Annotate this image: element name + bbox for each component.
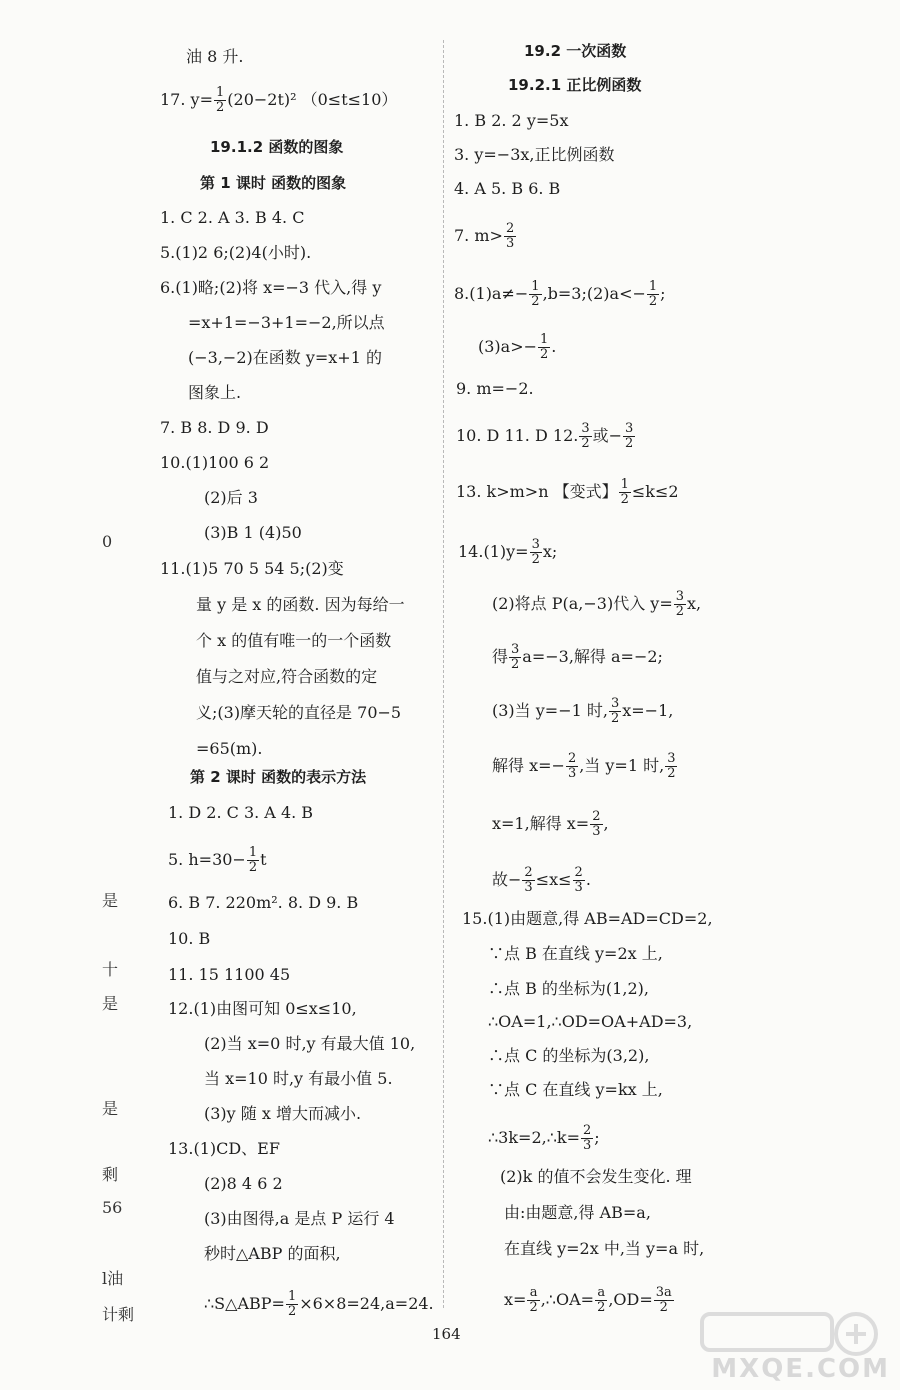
text: x; [542, 542, 558, 561]
text: . [551, 337, 557, 356]
answer-line: 1. B 2. 2 y=5x [454, 111, 569, 130]
answer-line [492, 866, 591, 895]
fraction: $\frac{1}{2}$ [287, 1289, 297, 1319]
fraction: $\frac{1}{2}$ [648, 279, 658, 309]
answer-line: 10.(1)100 6 2 [160, 453, 270, 472]
text: 17. y= [160, 90, 213, 109]
text: x=−1, [622, 701, 674, 720]
fraction: $\frac{2}{3}$ [592, 809, 601, 839]
answer-line [492, 810, 609, 839]
text: , [603, 814, 609, 833]
answer-line [492, 752, 678, 781]
edge-text: 剩 [102, 1165, 119, 1184]
text: ∴S△ABP= [204, 1294, 285, 1313]
text: t [260, 850, 267, 869]
edge-text: 是 [102, 1099, 119, 1118]
fraction: $\frac{3}{2}$ [581, 421, 590, 451]
text: ≤x≤ [535, 870, 572, 889]
answer-line: ∴点 C 的坐标为(3,2), [488, 1046, 650, 1065]
fraction: $\frac{3}{2}$ [667, 751, 676, 781]
text: 8.(1)a≠− [454, 284, 529, 303]
answer-line: ∴点 B 的坐标为(1,2), [488, 979, 649, 998]
text: ; [660, 284, 666, 303]
lesson-heading: 第 1 课时 函数的图象 [200, 174, 347, 192]
answer-line: 9. m=−2. [456, 379, 534, 398]
answer-line: 义;(3)摩天轮的直径是 70−5 [196, 703, 402, 722]
text: 或− [592, 426, 623, 445]
answer-line: 当 x=10 时,y 有最小值 5. [204, 1069, 393, 1088]
fraction: $\frac{1}{2}$ [531, 279, 540, 309]
section-heading: 19.2 一次函数 [524, 42, 627, 60]
text: ∴3k=2,∴k= [488, 1128, 581, 1147]
answer-line: 7. B 8. D 9. D [160, 418, 269, 437]
text: (3)当 y=−1 时, [492, 701, 608, 720]
text: 5. h=30− [168, 850, 246, 869]
edge-text: 56 [102, 1198, 123, 1217]
answer-line: (3)y 随 x 增大而减小. [204, 1104, 362, 1123]
answer-line: 个 x 的值有唯一的一个函数 [196, 631, 392, 650]
fraction: $\frac{2}{3}$ [524, 865, 533, 895]
answer-line: 1. C 2. A 3. B 4. C [160, 208, 305, 227]
answer-line [478, 333, 556, 362]
answer-line: 10. B [168, 929, 211, 948]
answer-line [454, 280, 666, 309]
answer-line [454, 222, 517, 251]
answer-line: ∴OA=1,∴OD=OA+AD=3, [488, 1012, 693, 1031]
subsection-heading: 19.2.1 正比例函数 [508, 76, 642, 94]
text: 故− [492, 870, 522, 889]
fraction: $\frac{3a}{2}$ [655, 1285, 672, 1315]
answer-line: (2)8 4 6 2 [204, 1174, 283, 1193]
text: ≤k≤2 [631, 482, 679, 501]
text: x, [687, 594, 702, 613]
edge-text: 是 [102, 994, 119, 1013]
answer-line: 11.(1)5 70 5 54 5;(2)变 [160, 559, 344, 578]
text: 14.(1)y= [458, 542, 529, 561]
answer-line: 值与之对应,符合函数的定 [196, 667, 378, 686]
answer-line: 1. D 2. C 3. A 4. B [168, 803, 314, 822]
answer-line: (2)后 3 [204, 488, 258, 507]
answer-line [492, 697, 673, 726]
answer-line: (2)k 的值不会发生变化. 理 [500, 1167, 692, 1186]
text: 10. D 11. D 12. [456, 426, 579, 445]
text: ,OD= [608, 1290, 653, 1309]
edge-text: 是 [102, 891, 119, 910]
answer-line: 11. 15 1100 45 [168, 965, 291, 984]
fraction: $\frac{2}{3}$ [574, 865, 583, 895]
fraction: $\frac{2}{3}$ [583, 1123, 592, 1153]
answer-line [456, 422, 636, 451]
text: x= [504, 1290, 527, 1309]
answer-line [488, 1124, 600, 1153]
fraction: $\frac{3}{2}$ [531, 537, 540, 567]
answer-line: 图象上. [188, 383, 242, 402]
fraction: $\frac{1}{2}$ [620, 477, 629, 507]
answer-line: 6.(1)略;(2)将 x=−3 代入,得 y [160, 278, 382, 297]
column-divider [443, 40, 444, 1308]
edge-text: l油 [102, 1269, 124, 1288]
fraction: $\frac{3}{2}$ [610, 696, 620, 726]
answer-line: 量 y 是 x 的函数. 因为每给一 [196, 595, 405, 614]
answer-line: ∵点 C 在直线 y=kx 上, [488, 1080, 663, 1099]
text: (20−2t)² （0≤t≤10） [227, 90, 398, 109]
fraction: $\frac{3}{2}$ [511, 642, 520, 672]
page-number: 164 [432, 1325, 461, 1343]
section-heading: 19.1.2 函数的图象 [210, 138, 344, 156]
answer-line [492, 643, 663, 672]
fraction: $\frac{1}{2}$ [540, 332, 549, 362]
text: x=1,解得 x= [492, 814, 590, 833]
answer-17 [160, 86, 397, 115]
answer-line: (3)B 1 (4)50 [204, 523, 302, 542]
text-line: 油 8 升. [186, 47, 244, 66]
edge-text: 十 [102, 960, 119, 979]
text: ,∴OA= [540, 1290, 595, 1309]
text: 7. m> [454, 226, 503, 245]
answer-line: 13.(1)CD、EF [168, 1139, 280, 1158]
answer-line [492, 590, 701, 619]
fraction: $\frac{1}{2}$ [248, 845, 258, 875]
answer-line [204, 1290, 434, 1319]
answer-line [504, 1286, 675, 1315]
fraction: $\frac{3}{2}$ [625, 421, 634, 451]
fraction: $\frac{1}{2}$ [215, 85, 225, 115]
text: . [585, 870, 591, 889]
answer-line: ∵点 B 在直线 y=2x 上, [488, 944, 663, 963]
answer-line: 秒时△ABP 的面积, [204, 1244, 341, 1263]
edge-text: 0 [102, 532, 113, 551]
fraction: $\frac{2}{3}$ [567, 751, 577, 781]
watermark-text: MXQE.COM [711, 1354, 890, 1384]
text: 13. k>m>n 【变式】 [456, 482, 618, 501]
text: (3)a>− [478, 337, 538, 356]
answer-line: (3)由图得,a 是点 P 运行 4 [204, 1209, 395, 1228]
answer-line: 由:由题意,得 AB=a, [504, 1203, 651, 1222]
answer-line [456, 478, 679, 507]
edge-text: 计剩 [102, 1305, 135, 1324]
answer-line: 5.(1)2 6;(2)4(小时). [160, 243, 312, 262]
fraction: $\frac{a}{2}$ [597, 1285, 606, 1315]
answer-line: 3. y=−3x,正比例函数 [454, 145, 615, 164]
answer-line: (−3,−2)在函数 y=x+1 的 [188, 348, 382, 367]
text: (2)将点 P(a,−3)代入 y= [492, 594, 673, 613]
answer-5 [168, 846, 267, 875]
answer-line: =x+1=−3+1=−2,所以点 [188, 313, 385, 332]
text: ; [594, 1128, 600, 1147]
text: 解得 x=− [492, 756, 565, 775]
answer-line: =65(m). [196, 739, 263, 758]
text: ,b=3;(2)a<− [542, 284, 646, 303]
answer-line: 4. A 5. B 6. B [454, 179, 561, 198]
answer-line: 15.(1)由题意,得 AB=AD=CD=2, [462, 909, 713, 928]
answer-line: 12.(1)由图可知 0≤x≤10, [168, 999, 357, 1018]
fraction: $\frac{2}{3}$ [505, 221, 515, 251]
answer-line: 6. B 7. 220m². 8. D 9. B [168, 893, 359, 912]
fraction: $\frac{a}{2}$ [529, 1285, 538, 1315]
text: a=−3,解得 a=−2; [522, 647, 663, 666]
text: ,当 y=1 时, [579, 756, 665, 775]
text: ×6×8=24,a=24. [299, 1294, 434, 1313]
answer-line [458, 538, 557, 567]
answer-line: 在直线 y=2x 中,当 y=a 时, [504, 1239, 705, 1258]
answer-line: (2)当 x=0 时,y 有最大值 10, [204, 1034, 416, 1053]
lesson-heading: 第 2 课时 函数的表示方法 [190, 768, 367, 786]
text: 得 [492, 647, 509, 666]
fraction: $\frac{3}{2}$ [675, 589, 685, 619]
